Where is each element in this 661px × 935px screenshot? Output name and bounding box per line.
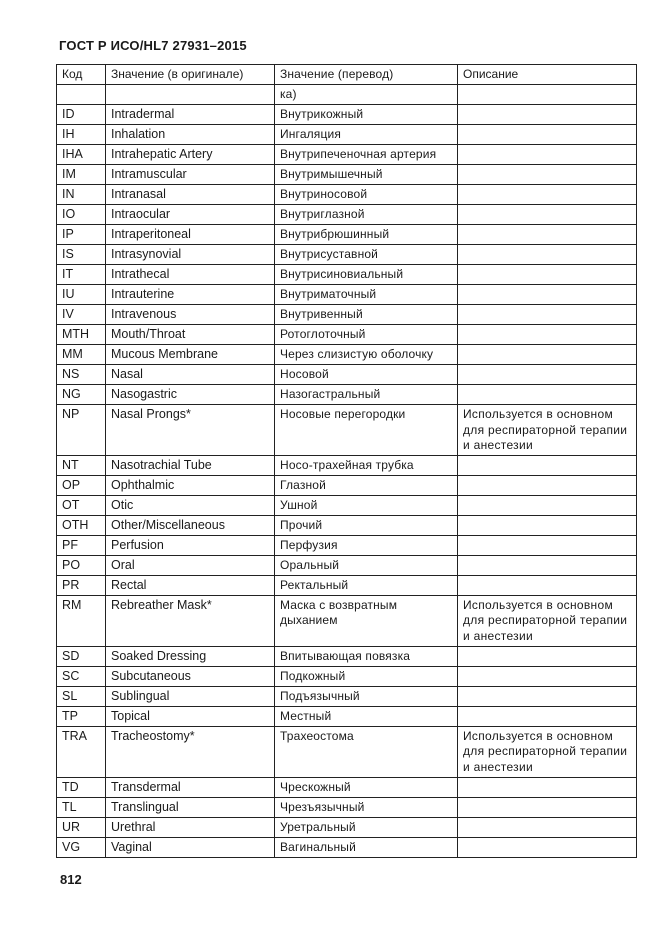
original-value-cell: Rectal [106,576,275,596]
description-cell [458,496,637,516]
original-value-cell: Oral [106,556,275,576]
table-row [57,556,637,576]
description-cell [458,265,637,285]
code-cell: PF [57,536,106,556]
description-cell [458,556,637,576]
table-cell [57,85,106,105]
table-row [57,516,637,536]
table-row [57,456,637,476]
translation-cell: Оральный [275,556,458,576]
code-cell: PO [57,556,106,576]
code-cell: IU [57,285,106,305]
code-cell: PR [57,576,106,596]
code-cell: NT [57,456,106,476]
description-cell [458,797,637,817]
code-cell: IM [57,165,106,185]
translation-cell: Внутриглазной [275,205,458,225]
description-cell [458,456,637,476]
original-value-cell: Subcutaneous [106,667,275,687]
table-row [57,305,637,325]
code-cell: NS [57,365,106,385]
original-value-cell: Intrathecal [106,265,275,285]
table-row [57,225,637,245]
original-value-cell: Nasogastric [106,385,275,405]
table-row [57,687,637,707]
translation-cell: Внутривенный [275,305,458,325]
table-row [57,496,637,516]
table-row [57,777,637,797]
code-cell: IS [57,245,106,265]
column-header-translation: Значение (перевод) [275,65,458,85]
translation-cell: Уретральный [275,817,458,837]
original-value-cell: Nasotrachial Tube [106,456,275,476]
original-value-cell: Perfusion [106,536,275,556]
original-value-cell: Ophthalmic [106,476,275,496]
code-cell: TRA [57,727,106,778]
table-row [57,125,637,145]
code-cell: TD [57,777,106,797]
code-cell: UR [57,817,106,837]
table-row [57,727,637,778]
description-cell [458,576,637,596]
code-cell: IH [57,125,106,145]
original-value-cell: Urethral [106,817,275,837]
table-row [57,797,637,817]
code-cell: MTH [57,325,106,345]
table-row [57,837,637,857]
translation-cell: Маска с возвратным дыханием [275,596,458,647]
code-cell: TL [57,797,106,817]
description-cell [458,105,637,125]
table-cell: ка) [275,85,458,105]
translation-cell: Носо-трахейная трубка [275,456,458,476]
translation-cell: Носовой [275,365,458,385]
description-cell [458,245,637,265]
translation-cell: Подкожный [275,667,458,687]
original-value-cell: Tracheostomy* [106,727,275,778]
translation-cell: Глазной [275,476,458,496]
original-value-cell: Rebreather Mask* [106,596,275,647]
table-row [57,165,637,185]
original-value-cell: Intrahepatic Artery [106,145,275,165]
column-header-description: Описание [458,65,637,85]
description-cell [458,365,637,385]
translation-cell: Трахеостома [275,727,458,778]
translation-cell: Внутримышечный [275,165,458,185]
code-cell: IP [57,225,106,245]
description-cell [458,667,637,687]
original-value-cell: Intramuscular [106,165,275,185]
table-row [57,817,637,837]
description-cell [458,345,637,365]
translation-cell: Внутриносовой [275,185,458,205]
original-value-cell: Intrauterine [106,285,275,305]
original-value-cell: Sublingual [106,687,275,707]
code-cell: OT [57,496,106,516]
code-cell: ID [57,105,106,125]
table-row [57,476,637,496]
translation-cell: Перфузия [275,536,458,556]
translation-cell: Ушной [275,496,458,516]
original-value-cell: Vaginal [106,837,275,857]
translation-cell: Внутрибрюшинный [275,225,458,245]
code-cell: IN [57,185,106,205]
table-row [57,536,637,556]
table-row [57,405,637,456]
code-cell: SD [57,647,106,667]
description-cell [458,205,637,225]
description-cell [458,476,637,496]
description-cell [458,687,637,707]
code-cell: RM [57,596,106,647]
description-cell [458,837,637,857]
code-cell: OTH [57,516,106,536]
table-row [57,145,637,165]
description-cell [458,225,637,245]
code-cell: IV [57,305,106,325]
table-row [57,385,637,405]
code-cell: NG [57,385,106,405]
translation-cell: Внутрисуставной [275,245,458,265]
description-cell [458,777,637,797]
table-row [57,105,637,125]
table-header-row [57,65,637,85]
description-cell [458,165,637,185]
original-value-cell: Intradermal [106,105,275,125]
description-cell [458,305,637,325]
translation-cell: Ректальный [275,576,458,596]
description-cell [458,325,637,345]
description-cell: Используется в основном для респираторной терапии и анестезии [458,405,637,456]
table-row [57,325,637,345]
original-value-cell: Intraperitoneal [106,225,275,245]
translation-cell: Ротоглоточный [275,325,458,345]
original-value-cell: Mouth/Throat [106,325,275,345]
original-value-cell: Intravenous [106,305,275,325]
translation-cell: Носовые перегородки [275,405,458,456]
description-cell: Используется в основном для респираторной терапии и анестезии [458,727,637,778]
translation-cell: Внутрисиновиальный [275,265,458,285]
table-row [57,596,637,647]
original-value-cell: Inhalation [106,125,275,145]
table-row [57,285,637,305]
code-cell: IO [57,205,106,225]
original-value-cell: Nasal [106,365,275,385]
description-cell [458,707,637,727]
description-cell [458,817,637,837]
original-value-cell: Intranasal [106,185,275,205]
translation-cell: Через слизистую оболочку [275,345,458,365]
code-cell: SC [57,667,106,687]
code-cell: VG [57,837,106,857]
translation-cell: Внутриматочный [275,285,458,305]
description-cell [458,516,637,536]
description-cell [458,385,637,405]
table-row [57,205,637,225]
translation-cell: Подъязычный [275,687,458,707]
page-number: 812 [60,872,82,887]
original-value-cell: Mucous Membrane [106,345,275,365]
translation-cell: Чрезъязычный [275,797,458,817]
original-value-cell: Soaked Dressing [106,647,275,667]
table-row [57,265,637,285]
table-row [57,667,637,687]
column-header-code: Код [57,65,106,85]
code-cell: IT [57,265,106,285]
table-row [57,365,637,385]
original-value-cell: Intrasynovial [106,245,275,265]
route-codes-table [56,64,637,858]
original-value-cell: Transdermal [106,777,275,797]
column-header-original: Значение (в оригинале) [106,65,275,85]
translation-cell: Впитывающая повязка [275,647,458,667]
document-header: ГОСТ Р ИСО/HL7 27931–2015 [59,38,247,53]
translation-cell: Прочий [275,516,458,536]
table-row [57,707,637,727]
description-cell [458,647,637,667]
description-cell [458,536,637,556]
original-value-cell: Intraocular [106,205,275,225]
original-value-cell: Topical [106,707,275,727]
translation-cell: Внутрикожный [275,105,458,125]
description-cell [458,145,637,165]
translation-cell: Внутрипеченочная артерия [275,145,458,165]
description-cell [458,185,637,205]
code-cell: NP [57,405,106,456]
translation-cell: Назогастральный [275,385,458,405]
translation-cell: Вагинальный [275,837,458,857]
translation-cell: Чрескожный [275,777,458,797]
code-cell: IHA [57,145,106,165]
table-cell [106,85,275,105]
description-cell [458,125,637,145]
code-cell: SL [57,687,106,707]
translation-cell: Ингаляция [275,125,458,145]
translation-cell: Местный [275,707,458,727]
table-row [57,345,637,365]
original-value-cell: Otic [106,496,275,516]
description-cell [458,285,637,305]
code-cell: MM [57,345,106,365]
code-cell: OP [57,476,106,496]
table-row [57,647,637,667]
table-cell [458,85,637,105]
original-value-cell: Nasal Prongs* [106,405,275,456]
table-row [57,185,637,205]
original-value-cell: Translingual [106,797,275,817]
continuation-row [57,85,637,105]
table-row [57,245,637,265]
code-cell: TP [57,707,106,727]
original-value-cell: Other/Miscellaneous [106,516,275,536]
description-cell: Используется в основном для респираторной терапии и анестезии [458,596,637,647]
table-row [57,576,637,596]
